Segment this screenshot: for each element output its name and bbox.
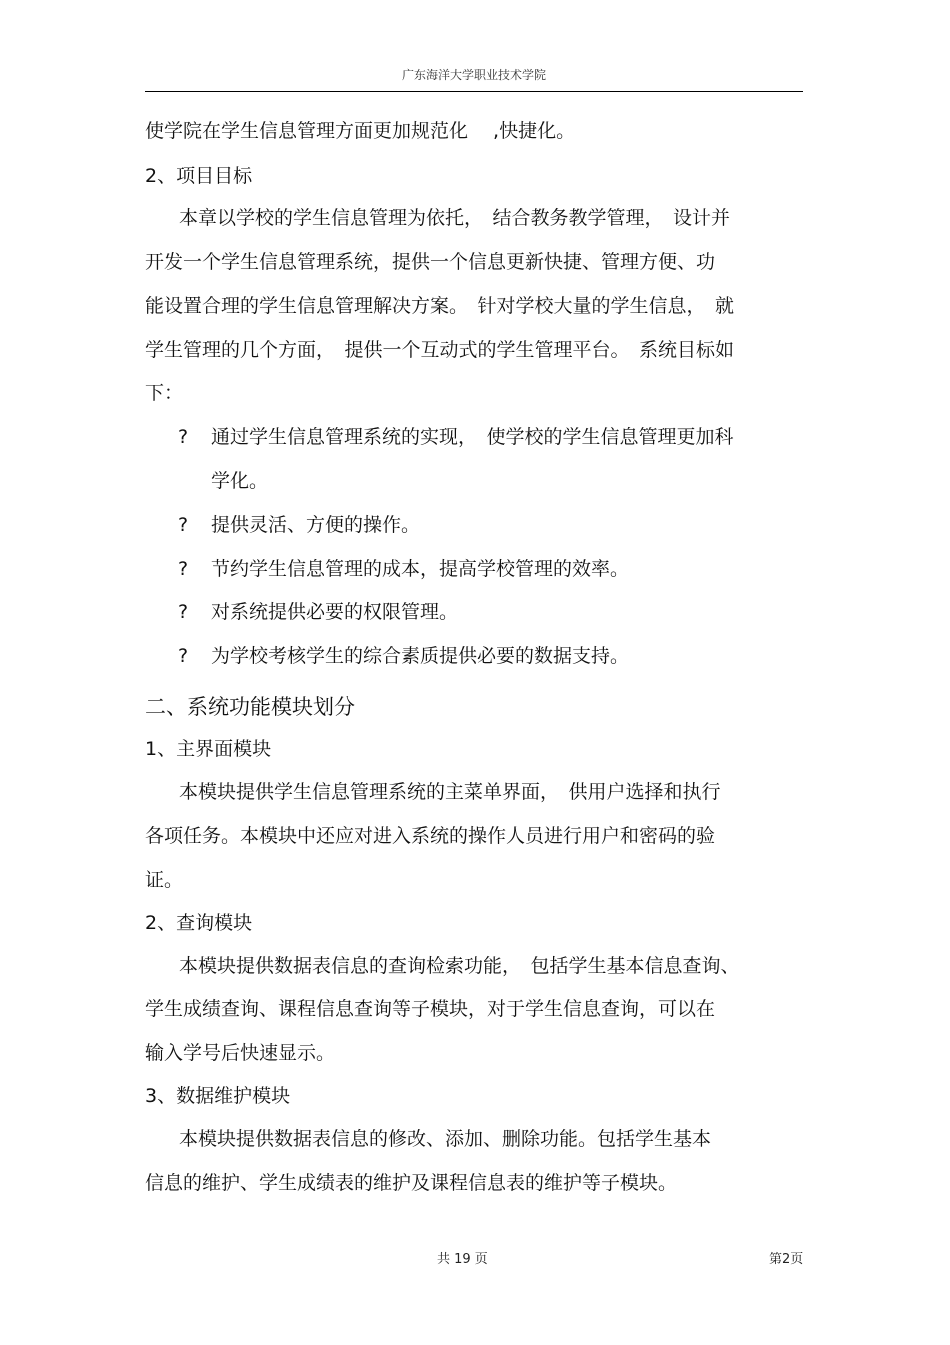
- query-paragraph-line: 学生成绩查询、课程信息查询等子模块，对于学生信息查询，可以在: [145, 998, 716, 1020]
- maintenance-paragraph-line: 本模块提供数据表信息的修改、添加、删除功能。包括学生基本: [160, 1128, 712, 1150]
- bullet-text: 通过学生信息管理系统的实现， 使学校的学生信息管理更加科: [211, 426, 734, 448]
- maintenance-paragraph-line: 信息的维护、学生成绩表的维护及课程信息表的维护等子模块。: [145, 1172, 678, 1194]
- section-heading-maintenance: 3、数据维护模块: [145, 1085, 291, 1107]
- bullet-mark: ?: [178, 426, 189, 448]
- goal-paragraph-line: 下：: [145, 382, 184, 404]
- section-heading-main: 1、主界面模块: [145, 738, 272, 760]
- bullet-text: 为学校考核学生的综合素质提供必要的数据支持。: [211, 645, 630, 667]
- bullet-text: 学化。: [211, 470, 269, 492]
- bullet-mark: ?: [178, 558, 189, 580]
- query-paragraph-line: 本模块提供数据表信息的查询检索功能， 包括学生基本信息查询、: [160, 955, 740, 977]
- goal-paragraph-line: 本章以学校的学生信息管理为依托， 结合教务教学管理， 设计并: [160, 207, 731, 229]
- page-header: 广东海洋大学职业技术学院: [401, 68, 546, 82]
- bullet-text: 节约学生信息管理的成本，提高学校管理的效率。: [211, 558, 630, 580]
- total-pages: 共 19 页: [437, 1252, 488, 1267]
- section-heading-goal: 2、项目目标: [145, 165, 253, 187]
- query-paragraph-line: 输入学号后快速显示。: [145, 1042, 336, 1064]
- main-paragraph-line: 各项任务。本模块中还应对进入系统的操作人员进行用户和密码的验: [145, 825, 716, 847]
- bullet-text: 对系统提供必要的权限管理。: [211, 601, 459, 623]
- bullet-mark: ?: [178, 514, 189, 536]
- goal-paragraph-line: 开发一个学生信息管理系统，提供一个信息更新快捷、管理方便、功: [145, 251, 716, 273]
- chapter-heading: 二、系统功能模块划分: [145, 695, 355, 719]
- text-line: 使学院在学生信息管理方面更加规范化 ,快捷化。: [145, 120, 576, 142]
- goal-paragraph-line: 能设置合理的学生信息管理解决方案。 针对学校大量的学生信息， 就: [145, 295, 735, 317]
- bullet-mark: ?: [178, 645, 189, 667]
- section-heading-query: 2、查询模块: [145, 912, 253, 934]
- header-divider: [145, 91, 803, 92]
- main-paragraph-line: 证。: [145, 869, 184, 891]
- page-number: 第2页: [769, 1252, 804, 1267]
- goal-paragraph-line: 学生管理的几个方面， 提供一个互动式的学生管理平台。 系统目标如: [145, 339, 735, 361]
- bullet-text: 提供灵活、方便的操作。: [211, 514, 421, 536]
- main-paragraph-line: 本模块提供学生信息管理系统的主菜单界面， 供用户选择和执行: [160, 781, 721, 803]
- bullet-mark: ?: [178, 601, 189, 623]
